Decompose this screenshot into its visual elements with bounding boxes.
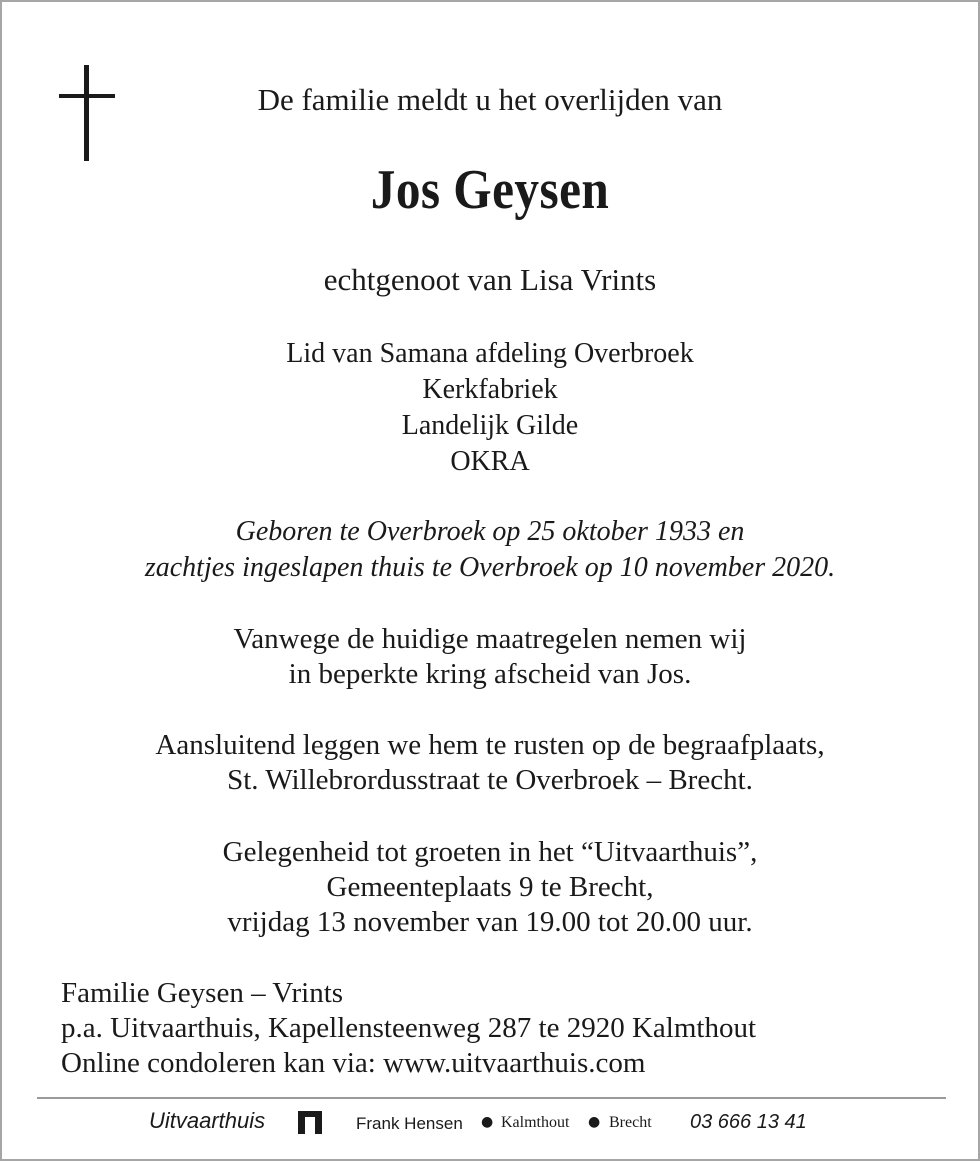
burial-line: St. Willebrordusstraat te Overbroek – Brecht. — [227, 764, 753, 796]
measures-line: in beperkte kring afscheid van Jos. — [288, 658, 692, 690]
family-address-line: p.a. Uitvaarthuis, Kapellensteenweg 287 te 2920 Kalmthout — [61, 1012, 757, 1044]
footer-person: Frank Hensen — [356, 1114, 463, 1133]
membership-line: OKRA — [450, 446, 530, 477]
birth-line: Geboren te Overbroek op 25 oktober 1933 en — [235, 516, 745, 547]
footer-town: Brecht — [609, 1114, 652, 1131]
visitation-line: Gelegenheid tot groeten in het “Uitvaarthuis”, — [222, 836, 758, 868]
footer-town: Kalmthout — [501, 1114, 570, 1131]
footer-brand: Uitvaarthuis — [149, 1108, 266, 1133]
spouse-line: echtgenoot van Lisa Vrints — [323, 262, 657, 297]
uitvaarthuis-logo-icon — [297, 1108, 323, 1134]
condolence-line: Online condoleren kan via: www.uitvaarthuis.com — [61, 1047, 646, 1079]
footer-divider — [37, 1097, 946, 1099]
footer-bullet: ● — [481, 1114, 494, 1130]
membership-line: Kerkfabriek — [422, 374, 558, 405]
intro-text: De familie meldt u het overlijden van — [257, 82, 723, 117]
membership-line: Lid van Samana afdeling Overbroek — [286, 338, 694, 369]
visitation-line: Gemeenteplaats 9 te Brecht, — [326, 871, 654, 903]
family-name-line: Familie Geysen – Vrints — [61, 977, 344, 1009]
deceased-name: Jos Geysen — [370, 159, 610, 221]
footer-bullet: ● — [588, 1114, 601, 1130]
membership-line: Landelijk Gilde — [401, 410, 579, 441]
death-line: zachtjes ingeslapen thuis te Overbroek op 10 november 2020. — [144, 552, 836, 583]
burial-line: Aansluitend leggen we hem te rusten op de begraafplaats, — [155, 729, 825, 761]
footer-phone: 03 666 13 41 — [690, 1111, 807, 1133]
measures-line: Vanwege de huidige maatregelen nemen wij — [233, 623, 747, 655]
visitation-line: vrijdag 13 november van 19.00 tot 20.00 uur. — [227, 906, 753, 938]
